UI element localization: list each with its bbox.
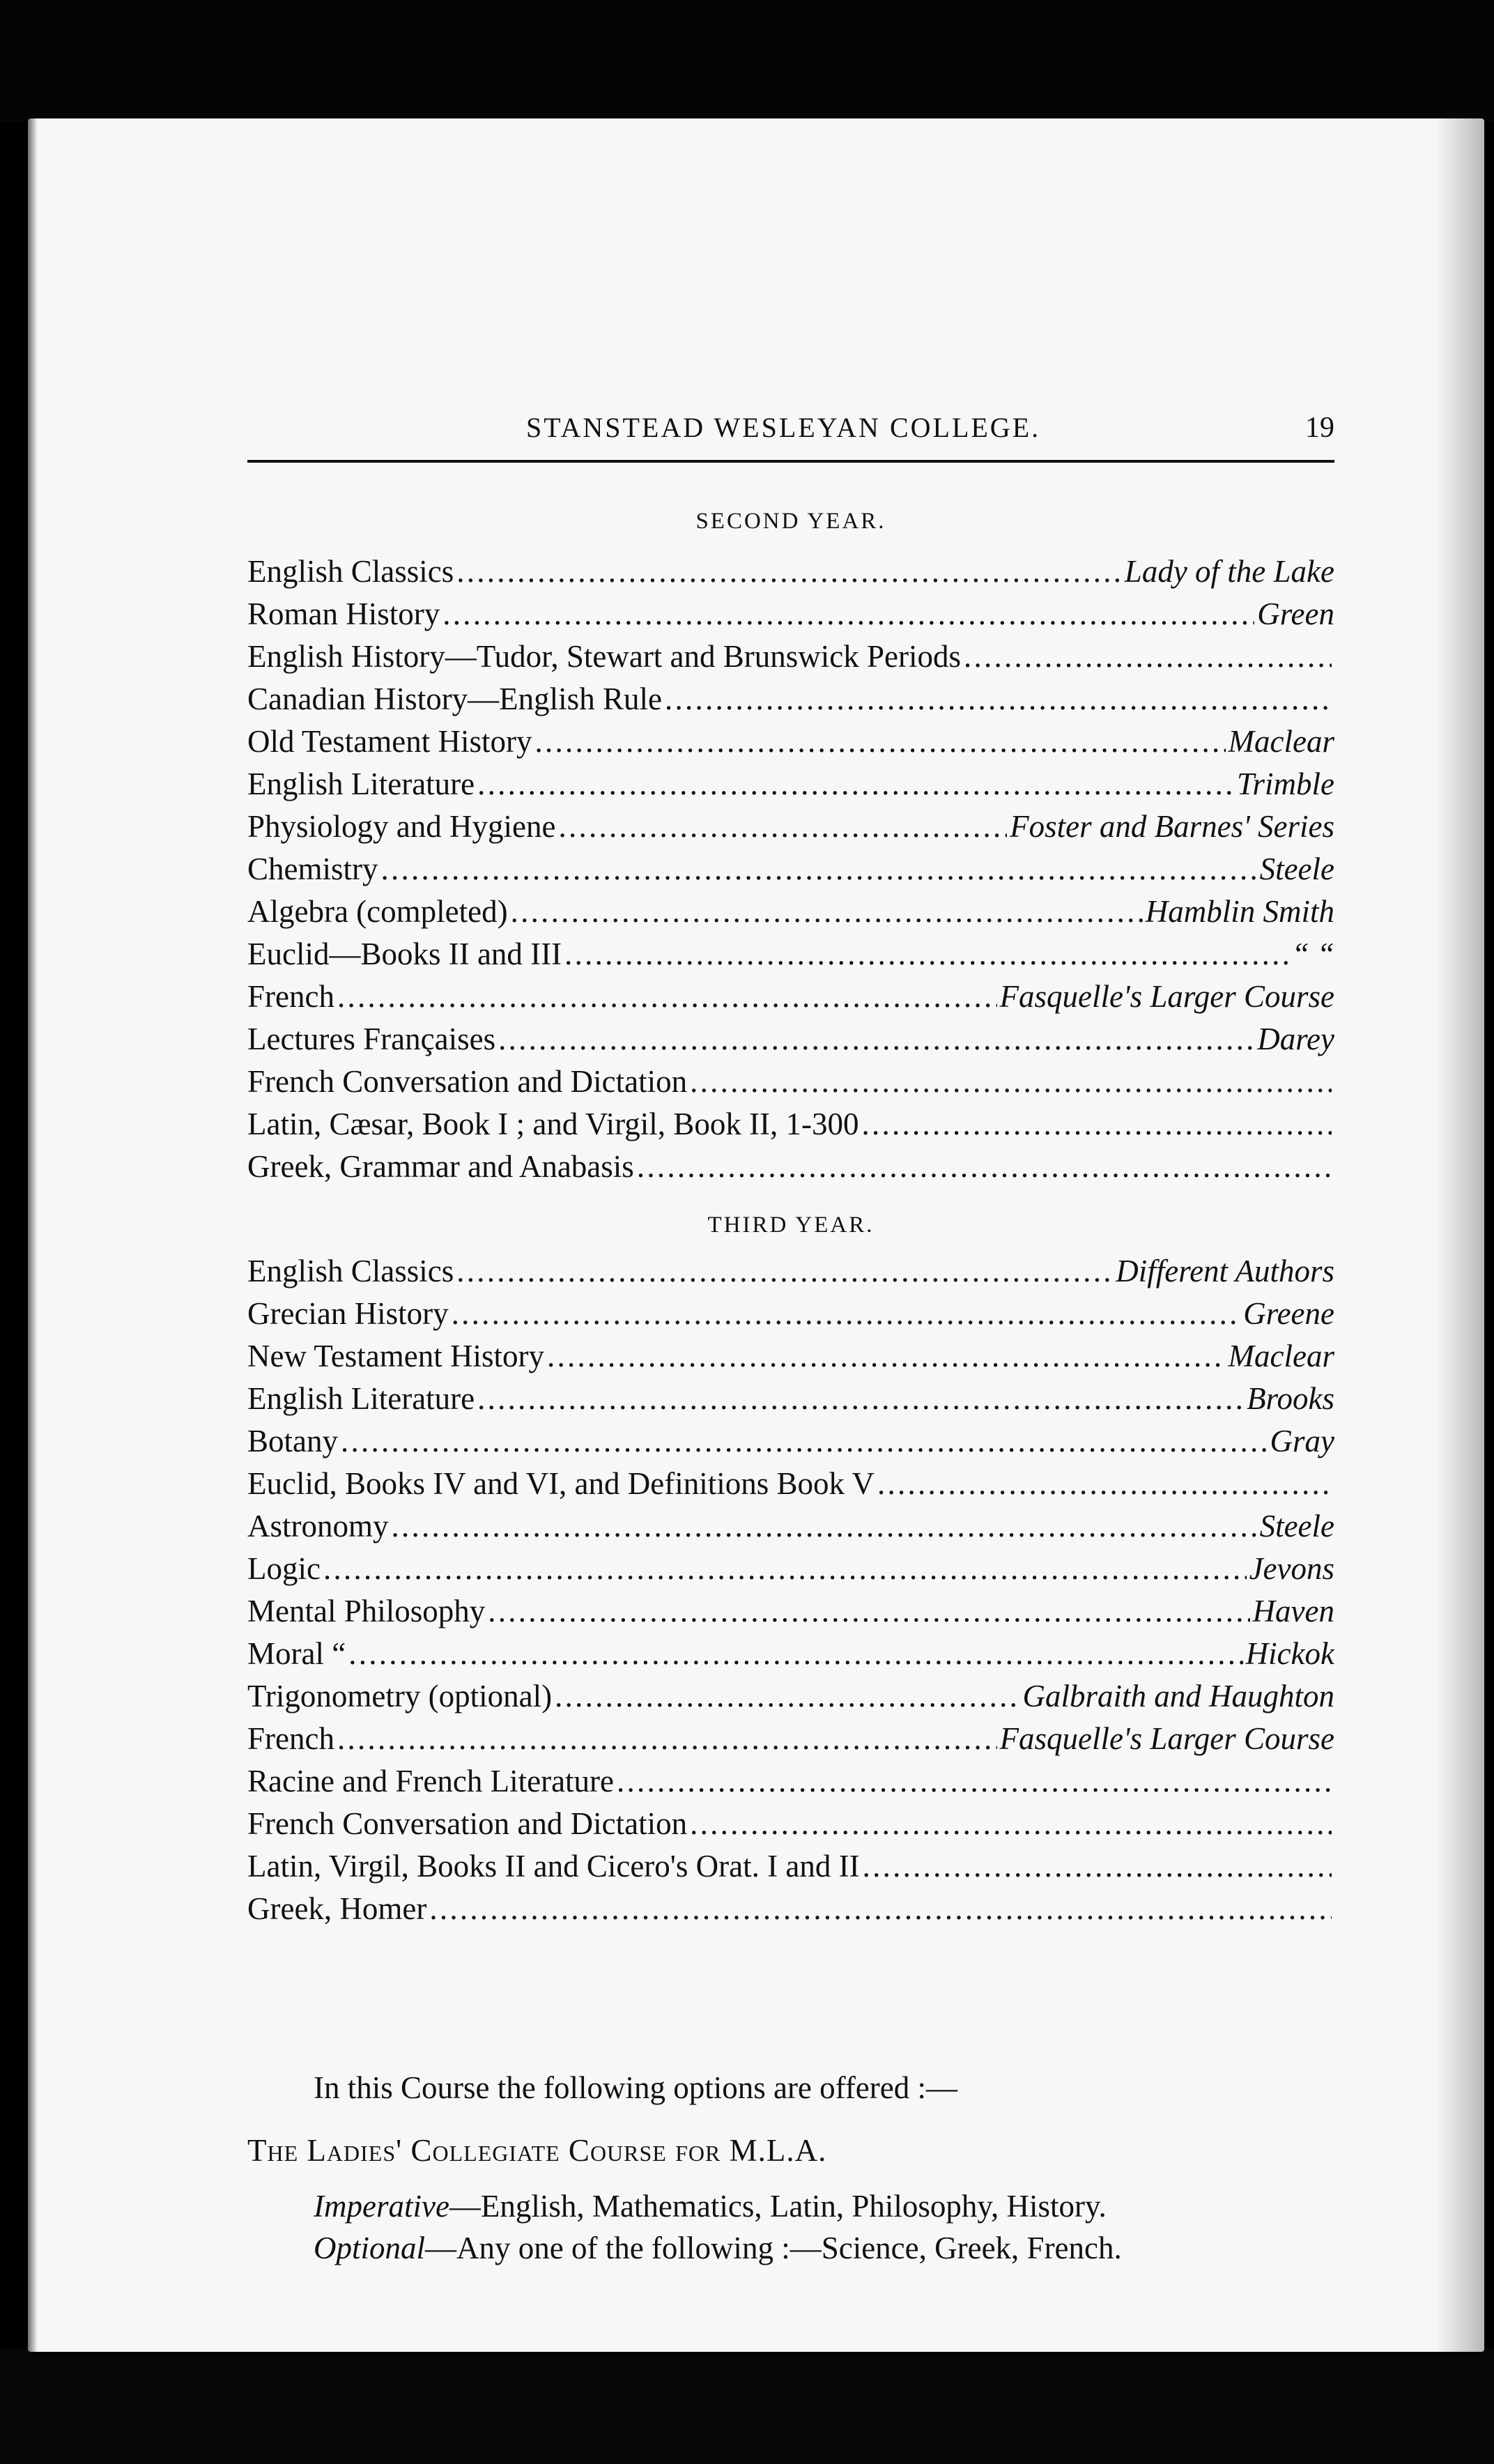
course-subject: Latin, Virgil, Books II and Cicero's Orat. I and II bbox=[247, 1849, 860, 1884]
course-row bbox=[247, 1061, 1334, 1103]
dot-leader bbox=[558, 806, 1007, 848]
course-subject: English Literature bbox=[247, 767, 475, 801]
course-subject: English Literature bbox=[247, 1381, 475, 1416]
textbook-author: Green bbox=[1257, 596, 1334, 631]
course-row bbox=[247, 1420, 1334, 1463]
dot-leader bbox=[665, 678, 1332, 721]
optional-line bbox=[314, 2230, 1122, 2266]
dot-leader bbox=[477, 1378, 1244, 1420]
course-row bbox=[247, 976, 1334, 1018]
course-subject: Chemistry bbox=[247, 852, 378, 886]
heading-letter: C bbox=[410, 2133, 433, 2168]
course-subject: Greek, Grammar and Anabasis bbox=[247, 1149, 634, 1184]
dot-leader bbox=[392, 1505, 1257, 1548]
dot-leader bbox=[452, 1293, 1241, 1335]
textbook-author: Gray bbox=[1270, 1424, 1334, 1458]
textbook-author: Fasquelle's Larger Course bbox=[999, 1721, 1334, 1756]
second-year-list bbox=[247, 550, 1334, 1188]
course-row bbox=[247, 1548, 1334, 1590]
course-subject: English History—Tudor, Stewart and Brunswick Periods bbox=[247, 639, 962, 674]
course-row bbox=[247, 550, 1334, 593]
course-subject: Moral “ bbox=[247, 1636, 346, 1671]
course-subject: French Conversation and Dictation bbox=[247, 1806, 688, 1841]
dot-leader bbox=[690, 1061, 1332, 1103]
dot-leader bbox=[877, 1463, 1332, 1505]
dot-leader bbox=[323, 1548, 1247, 1590]
textbook-author: Galbraith and Haughton bbox=[1022, 1679, 1334, 1714]
heading-word: adies' bbox=[326, 2133, 411, 2168]
dot-leader bbox=[456, 1250, 1113, 1293]
course-row bbox=[247, 848, 1334, 891]
heading-letter: L bbox=[307, 2133, 327, 2168]
dot-leader bbox=[477, 763, 1234, 806]
course-row bbox=[247, 1505, 1334, 1548]
textbook-author: “ “ bbox=[1291, 937, 1334, 971]
course-subject: Greek, Homer bbox=[247, 1891, 427, 1926]
dot-leader bbox=[564, 933, 1289, 976]
running-title: STANSTEAD WESLEYAN COLLEGE. bbox=[526, 412, 1041, 443]
course-row bbox=[247, 1378, 1334, 1420]
course-subject: Algebra (completed) bbox=[247, 894, 508, 929]
course-row bbox=[247, 1633, 1334, 1675]
course-row bbox=[247, 1335, 1334, 1378]
course-row bbox=[247, 1146, 1334, 1188]
dot-leader bbox=[690, 1803, 1332, 1845]
course-subject: Mental Philosophy bbox=[247, 1594, 486, 1628]
heading-word: ourse for bbox=[590, 2133, 730, 2168]
textbook-author: Jevons bbox=[1249, 1551, 1334, 1586]
dot-leader bbox=[442, 593, 1254, 636]
textbook-author: Different Authors bbox=[1116, 1254, 1334, 1288]
course-row bbox=[247, 1463, 1334, 1505]
course-row bbox=[247, 1760, 1334, 1803]
course-subject: French bbox=[247, 1721, 334, 1756]
textbook-author: Hickok bbox=[1245, 1636, 1334, 1671]
heading-letter: T bbox=[247, 2133, 268, 2168]
dot-leader bbox=[862, 1103, 1332, 1146]
textbook-author: Fasquelle's Larger Course bbox=[999, 979, 1334, 1014]
course-row bbox=[247, 1250, 1334, 1293]
course-subject: Lectures Françaises bbox=[247, 1022, 496, 1056]
textbook-author: Steele bbox=[1259, 1509, 1334, 1543]
course-row bbox=[247, 1293, 1334, 1335]
course-subject: Roman History bbox=[247, 596, 440, 631]
course-subject: Logic bbox=[247, 1551, 321, 1586]
scanner-top-border bbox=[0, 0, 1494, 122]
course-subject: Euclid—Books II and III bbox=[247, 937, 562, 971]
textbook-author: Steele bbox=[1259, 852, 1334, 886]
heading-word: he bbox=[267, 2133, 307, 2168]
dot-leader bbox=[337, 976, 997, 1018]
course-row bbox=[247, 1803, 1334, 1845]
optional-label: Optional bbox=[314, 2231, 426, 2265]
course-subject: Canadian History—English Rule bbox=[247, 682, 662, 716]
course-subject: Latin, Cæsar, Book I ; and Virgil, Book II, 1-300 bbox=[247, 1107, 859, 1141]
dot-leader bbox=[863, 1845, 1332, 1888]
heading-letter: C bbox=[568, 2133, 590, 2168]
course-subject: Astronomy bbox=[247, 1509, 389, 1543]
course-row bbox=[247, 1103, 1334, 1146]
textbook-author: Darey bbox=[1257, 1022, 1334, 1056]
course-subject: New Testament History bbox=[247, 1339, 544, 1373]
third-year-list bbox=[247, 1250, 1334, 1930]
course-subject: Euclid, Books IV and VI, and Definitions Book V bbox=[247, 1466, 875, 1501]
options-intro: In this Course the following options are offered :— bbox=[314, 2070, 957, 2105]
course-row bbox=[247, 1018, 1334, 1061]
textbook-author: Hamblin Smith bbox=[1145, 894, 1334, 929]
page-gutter-shadow bbox=[28, 118, 38, 2352]
textbook-author: Lady of the Lake bbox=[1124, 554, 1334, 589]
imperative-line bbox=[314, 2188, 1107, 2224]
course-subject: Grecian History bbox=[247, 1296, 449, 1331]
dot-leader bbox=[547, 1335, 1226, 1378]
course-row bbox=[247, 721, 1334, 763]
course-row bbox=[247, 1845, 1334, 1888]
course-subject: Racine and French Literature bbox=[247, 1764, 615, 1799]
course-row bbox=[247, 933, 1334, 976]
page-number: 19 bbox=[1305, 412, 1334, 444]
dot-leader bbox=[429, 1888, 1332, 1930]
textbook-author: Brooks bbox=[1247, 1381, 1334, 1416]
dot-leader bbox=[511, 891, 1143, 933]
dot-leader bbox=[348, 1633, 1242, 1675]
course-row bbox=[247, 636, 1334, 678]
course-row bbox=[247, 806, 1334, 848]
dot-leader bbox=[637, 1146, 1332, 1188]
dot-leader bbox=[964, 636, 1332, 678]
dot-leader bbox=[534, 721, 1225, 763]
course-row bbox=[247, 593, 1334, 636]
third-year-heading: THIRD YEAR. bbox=[707, 1212, 875, 1238]
dot-leader bbox=[488, 1590, 1249, 1633]
dot-leader bbox=[498, 1018, 1254, 1061]
second-year-heading: SECOND YEAR. bbox=[695, 509, 886, 534]
textbook-author: Maclear bbox=[1228, 1339, 1334, 1373]
course-subject: French bbox=[247, 979, 334, 1014]
imperative-label: Imperative bbox=[314, 2189, 449, 2224]
textbook-author: Greene bbox=[1243, 1296, 1334, 1331]
textbook-author: Haven bbox=[1252, 1594, 1334, 1628]
dot-leader bbox=[341, 1420, 1268, 1463]
course-subject: Physiology and Hygiene bbox=[247, 809, 556, 844]
course-row bbox=[247, 763, 1334, 806]
imperative-text: —English, Mathematics, Latin, Philosophy, History. bbox=[449, 2189, 1107, 2224]
course-subject: English Classics bbox=[247, 554, 454, 589]
heading-word: ollegiate bbox=[432, 2133, 569, 2168]
degree-abbreviation: M.L.A. bbox=[729, 2133, 827, 2168]
page-edge-shadow bbox=[1435, 118, 1484, 2352]
course-subject: English Classics bbox=[247, 1254, 454, 1288]
course-subject: French Conversation and Dictation bbox=[247, 1064, 688, 1099]
book-page bbox=[28, 118, 1484, 2352]
course-row bbox=[247, 1718, 1334, 1760]
dot-leader bbox=[337, 1718, 997, 1760]
course-subject: Old Testament History bbox=[247, 724, 532, 759]
course-subject: Trigonometry (optional) bbox=[247, 1679, 553, 1714]
course-row bbox=[247, 1590, 1334, 1633]
header-rule bbox=[247, 460, 1334, 463]
optional-text: —Any one of the following :—Science, Greek, French. bbox=[425, 2231, 1122, 2265]
course-row bbox=[247, 678, 1334, 721]
dot-leader bbox=[617, 1760, 1332, 1803]
textbook-author: Maclear bbox=[1228, 724, 1334, 759]
textbook-author: Foster and Barnes' Series bbox=[1010, 809, 1334, 844]
dot-leader bbox=[555, 1675, 1019, 1718]
running-header bbox=[247, 411, 1334, 460]
course-subject: Botany bbox=[247, 1424, 338, 1458]
textbook-author: Trimble bbox=[1236, 767, 1334, 801]
dot-leader bbox=[456, 550, 1122, 593]
course-row bbox=[247, 1675, 1334, 1718]
course-row bbox=[247, 891, 1334, 933]
dot-leader bbox=[381, 848, 1257, 891]
scanner-bottom-border bbox=[0, 2348, 1494, 2464]
ladies-course-heading bbox=[247, 2132, 826, 2169]
course-row bbox=[247, 1888, 1334, 1930]
